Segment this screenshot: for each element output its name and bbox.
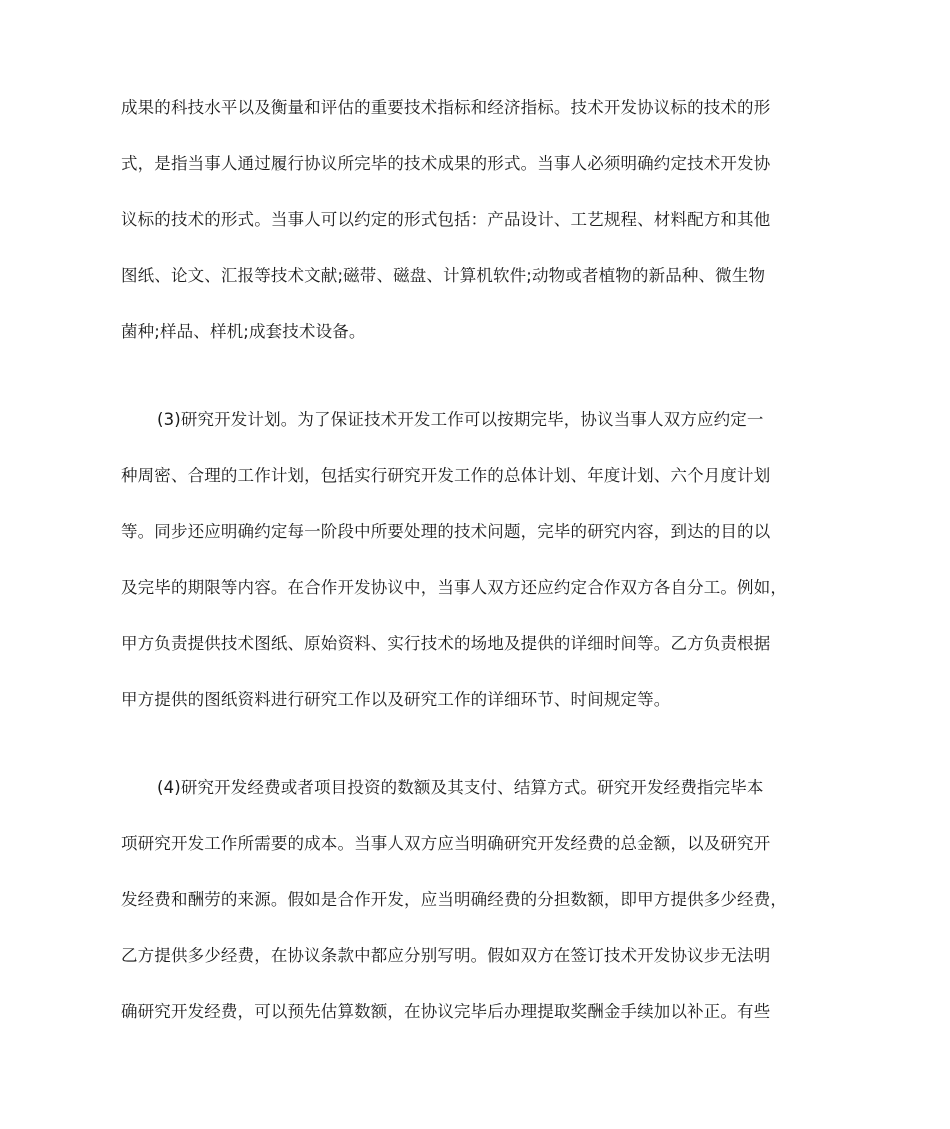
paragraph-line: 确研究开发经费，可以预先估算数额，在协议完毕后办理提取奖酬金手续加以补正。有些 — [121, 1002, 771, 1021]
paragraph-line: 种周密、合理的工作计划，包括实行研究开发工作的总体计划、年度计划、六个月度计划 — [121, 466, 771, 485]
paragraph-line: (3)研究开发计划。为了保证技术开发工作可以按期完毕，协议当事人双方应约定一 — [157, 410, 764, 429]
paragraph-line: 等。同步还应明确约定每一阶段中所要处理的技术问题，完毕的研究内容，到达的目的以 — [121, 522, 771, 541]
paragraph-line: 发经费和酬劳的来源。假如是合作开发，应当明确经费的分担数额，即甲方提供多少经费， — [121, 890, 787, 909]
paragraph-line: 乙方提供多少经费，在协议条款中都应分别写明。假如双方在签订技术开发协议步无法明 — [121, 946, 771, 965]
paragraph-line: 甲方负责提供技术图纸、原始资料、实行技术的场地及提供的详细时间等。乙方负责根据 — [121, 634, 771, 653]
paragraph-line: 议标的技术的形式。当事人可以约定的形式包括：产品设计、工艺规程、材料配方和其他 — [121, 210, 771, 229]
paragraph-line: 甲方提供的图纸资料进行研究工作以及研究工作的详细环节、时间规定等。 — [121, 690, 671, 709]
paragraph-line: 菌种;样品、样机;成套技术设备。 — [121, 322, 366, 341]
paragraph-line: 式，是指当事人通过履行协议所完毕的技术成果的形式。当事人必须明确约定技术开发协 — [121, 154, 771, 173]
paragraph-line: (4)研究开发经费或者项目投资的数额及其支付、结算方式。研究开发经费指完毕本 — [157, 778, 764, 797]
paragraph-line: 及完毕的期限等内容。在合作开发协议中，当事人双方还应约定合作双方各自分工。例如， — [121, 578, 787, 597]
paragraph-line: 项研究开发工作所需要的成本。当事人双方应当明确研究开发经费的总金额，以及研究开 — [121, 834, 771, 853]
paragraph-line: 成果的科技水平以及衡量和评估的重要技术指标和经济指标。技术开发协议标的技术的形 — [121, 98, 771, 117]
paragraph-line: 图纸、论文、汇报等技术文献;磁带、磁盘、计算机软件;动物或者植物的新品种、微生物 — [121, 266, 766, 285]
